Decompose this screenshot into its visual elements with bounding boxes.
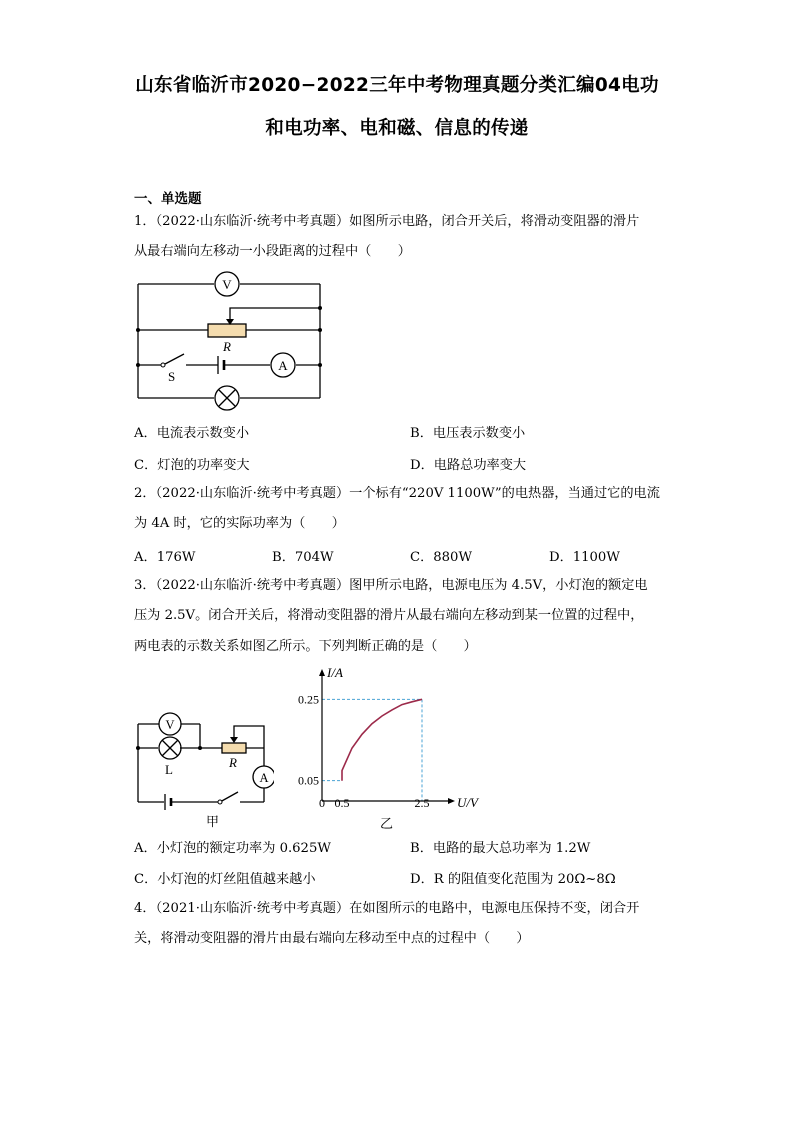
- q1-ammeter-label: A: [278, 358, 288, 373]
- graph-series-line: [342, 699, 422, 780]
- q3-option-b: B．电路的最大总功率为 1.2W: [410, 841, 591, 856]
- q3-resistor-label: R: [229, 755, 237, 770]
- q1-option-c: C．灯泡的功率变大: [134, 458, 250, 473]
- q2-option-d: D．1100W: [549, 550, 620, 565]
- q1-resistor-label: R: [223, 339, 231, 354]
- q3-caption-jia: 甲: [206, 814, 220, 829]
- q1-option-b: B．电压表示数变小: [410, 426, 526, 441]
- q4-text-line1: 4．（2021·山东临沂·统考中考真题）在如图所示的电路中，电源电压保持不变，闭合开: [134, 901, 640, 916]
- document-title-line2: 和电功率、电和磁、信息的传递: [265, 118, 529, 139]
- x-axis-arrow: [448, 798, 455, 804]
- q4-text-line2: 关，将滑动变阻器的滑片由最右端向左移动至中点的过程中（ ）: [134, 931, 530, 946]
- q3-text-line1: 3．（2022·山东临沂·统考中考真题）图甲所示电路，电源电压为 4.5V，小灯泡的额定电: [134, 578, 648, 593]
- q3-iu-graph: [285, 660, 495, 832]
- q3-option-c: C．小灯泡的灯丝阻值越来越小: [134, 872, 316, 887]
- graph-axes: [319, 669, 455, 804]
- q2-text-line2: 为 4A 时，它的实际功率为（ ）: [134, 516, 345, 531]
- graph-y-tick-0.05: 0.05: [298, 773, 319, 788]
- q1-text-line2: 从最右端向左移动一小段距离的过程中（ ）: [134, 244, 411, 259]
- graph-y-tick-0.25: 0.25: [298, 692, 319, 707]
- q3-option-a: A．小灯泡的额定功率为 0.625W: [134, 841, 331, 856]
- graph-x-tick-0.5: 0.5: [334, 796, 350, 810]
- graph-x-tick-2.5: 2.5: [414, 796, 430, 810]
- graph-guide-lines: [322, 699, 422, 801]
- graph-origin-label: 0: [319, 796, 325, 810]
- q3-text-line2: 压为 2.5V。闭合开关后，将滑动变阻器的滑片从最右端向左移动到某一位置的过程中，: [134, 608, 644, 623]
- q1-text-line1: 1．（2022·山东临沂·统考中考真题）如图所示电路，闭合开关后，将滑动变阻器的滑片: [134, 214, 640, 229]
- q3-text-line3: 两电表的示数关系如图乙所示。下列判断正确的是（ ）: [134, 639, 477, 654]
- q1-switch-label: S: [168, 369, 176, 384]
- q2-text-line1: 2．（2022·山东临沂·统考中考真题）一个标有“220V 1100W”的电热器，当通过它的电流: [134, 486, 660, 501]
- section-heading: 一、单选题: [134, 191, 202, 207]
- q1-option-d: D．电路总功率变大: [410, 458, 527, 473]
- q3-ammeter-label: A: [259, 771, 269, 785]
- q1-circuit-diagram: [134, 268, 334, 416]
- document-title-line1: 山东省临沂市2020−2022三年中考物理真题分类汇编04电功: [135, 75, 659, 96]
- q3-lamp-label: L: [165, 762, 173, 777]
- q2-option-c: C．880W: [410, 550, 473, 565]
- q3-option-d: D．R 的阻值变化范围为 20Ω~8Ω: [410, 872, 616, 887]
- graph-y-axis-label: I/A: [327, 665, 343, 680]
- q3-circuit-diagram-jia: [134, 712, 274, 832]
- graph-x-axis-label: U/V: [457, 795, 478, 810]
- q3-voltmeter-label: V: [165, 718, 175, 732]
- y-axis-arrow: [319, 669, 325, 676]
- q3-caption-yi: 乙: [380, 816, 394, 831]
- q2-option-b: B．704W: [272, 550, 334, 565]
- q1-voltmeter-label: V: [222, 277, 232, 292]
- q2-option-a: A．176W: [134, 550, 196, 565]
- q1-option-a: A．电流表示数变小: [134, 426, 250, 441]
